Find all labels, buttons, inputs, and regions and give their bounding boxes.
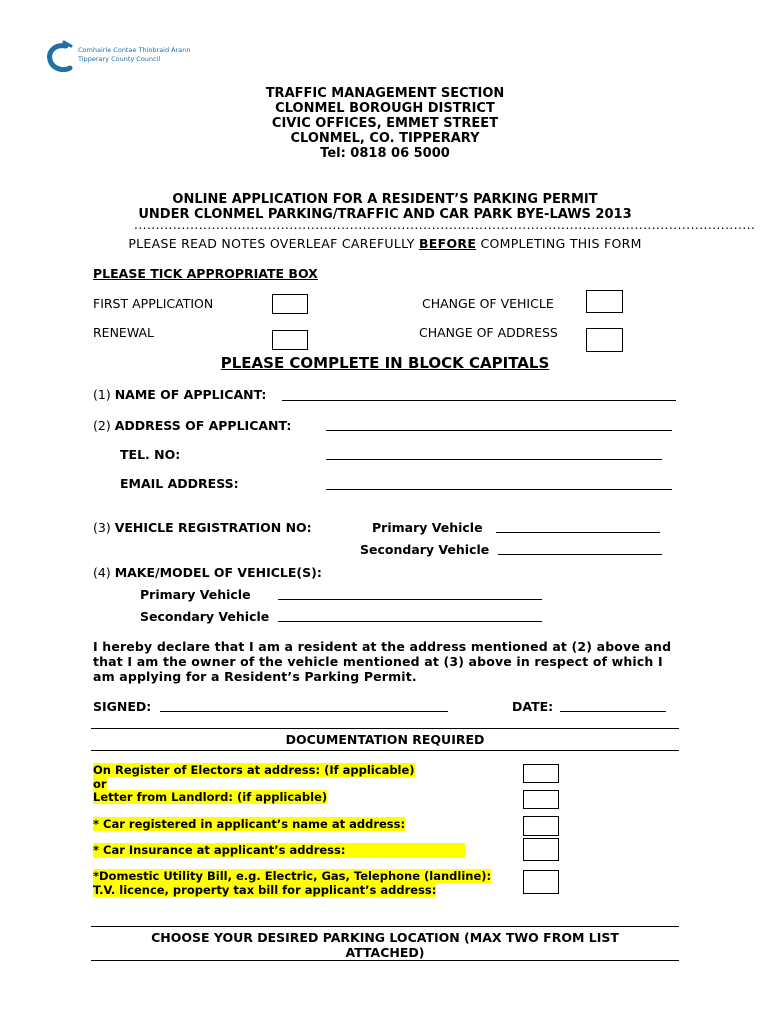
council-logo	[44, 40, 194, 74]
office-header	[0, 86, 770, 161]
reg-secondary-input[interactable]	[498, 554, 662, 555]
parking-line-2: ATTACHED)	[345, 945, 425, 960]
header-line-2: CLONMEL BOROUGH DISTRICT	[275, 101, 495, 116]
tick-heading: PLEASE TICK APPROPRIATE BOX	[93, 266, 318, 281]
header-line-1: TRAFFIC MANAGEMENT SECTION	[265, 86, 505, 101]
register-line-1: On Register of Electors at address: (If applicable)	[93, 763, 415, 777]
car-insurance-label: * Car Insurance at applicant’s address:	[93, 843, 346, 857]
signed-label: SIGNED:	[93, 699, 152, 714]
email-input[interactable]	[326, 489, 672, 490]
utility-line-2: T.V. licence, property tax bill for applicant’s address:	[93, 882, 437, 897]
first-application-checkbox[interactable]	[272, 294, 308, 314]
reg-primary-label: Primary Vehicle	[372, 520, 483, 535]
make-secondary-label: Secondary Vehicle	[140, 609, 270, 624]
field-2-text: ADDRESS OF APPLICANT:	[114, 418, 292, 433]
parking-top-rule	[91, 926, 679, 927]
documentation-heading: DOCUMENTATION REQUIRED	[285, 732, 485, 747]
field-1-text: NAME OF APPLICANT:	[114, 387, 267, 402]
header-line-4: CLONMEL, CO. TIPPERARY	[290, 131, 480, 146]
renewal-checkbox[interactable]	[272, 330, 308, 350]
make-primary-label: Primary Vehicle	[140, 587, 251, 602]
documentation-top-rule	[91, 728, 679, 729]
logo-line-1: Comhairle Contae Thiobraid Árann	[78, 46, 191, 54]
signature-input[interactable]	[160, 711, 448, 712]
utility-bill-checkbox[interactable]	[523, 870, 559, 894]
notes-pre: PLEASE READ NOTES OVERLEAF CAREFULLY	[128, 236, 419, 251]
register-line-2: or	[93, 776, 107, 791]
date-label: DATE:	[512, 699, 554, 714]
council-swirl-logo-icon	[44, 40, 76, 74]
header-phone: Tel: 0818 06 5000	[320, 146, 450, 161]
landlord-letter-checkbox[interactable]	[523, 790, 559, 809]
parking-line-1: CHOOSE YOUR DESIRED PARKING LOCATION (MAX TWO FROM LIST	[151, 930, 619, 945]
car-insurance-text	[93, 843, 465, 858]
utility-line-1: *Domestic Utility Bill, e.g. Electric, Gas, Telephone (landline):	[93, 869, 492, 883]
logo-line-2: Tipperary County Council	[78, 55, 161, 63]
title-dotted-rule: ................................................................................................................................................	[134, 218, 756, 232]
change-vehicle-label: CHANGE OF VEHICLE	[422, 296, 554, 311]
documentation-bottom-rule	[91, 750, 679, 751]
notes-before: BEFORE	[418, 236, 477, 251]
vehicle-registration-label	[93, 520, 312, 535]
date-input[interactable]	[560, 711, 666, 712]
title-line-2: UNDER CLONMEL PARKING/TRAFFIC AND CAR PARK BYE-LAWS 2013	[138, 207, 632, 222]
declaration-line-1: I hereby declare that I am a resident at the address mentioned at (2) above and	[93, 639, 672, 654]
change-address-label: CHANGE OF ADDRESS	[419, 325, 558, 340]
register-electors-text	[93, 764, 415, 805]
reg-primary-input[interactable]	[496, 532, 660, 533]
applicant-address-label	[93, 418, 291, 433]
field-4-text: MAKE/MODEL OF VEHICLE(S):	[114, 565, 322, 580]
declaration-line-3: am applying for a Resident’s Parking Permit.	[93, 669, 417, 684]
notes-post: COMPLETING THIS FORM	[476, 236, 642, 251]
register-electors-checkbox[interactable]	[523, 764, 559, 783]
reg-secondary-label: Secondary Vehicle	[360, 542, 490, 557]
car-insurance-checkbox[interactable]	[523, 838, 559, 861]
field-4-number: (4)	[93, 565, 115, 580]
car-registered-text	[93, 817, 405, 831]
email-label: EMAIL ADDRESS:	[120, 476, 239, 491]
utility-bill-text	[93, 870, 491, 897]
make-primary-input[interactable]	[278, 599, 542, 600]
register-line-3: Letter from Landlord: (if applicable)	[93, 790, 328, 804]
field-3-number: (3)	[93, 520, 115, 535]
block-capitals-heading: PLEASE COMPLETE IN BLOCK CAPITALS	[220, 354, 550, 372]
first-application-label: FIRST APPLICATION	[93, 296, 214, 311]
car-registered-label: * Car registered in applicant’s name at address:	[93, 817, 406, 831]
field-2-number: (2)	[93, 418, 115, 433]
tel-input[interactable]	[326, 459, 662, 460]
field-3-text: VEHICLE REGISTRATION NO:	[114, 520, 312, 535]
parking-location-heading	[0, 930, 770, 960]
header-line-3: CIVIC OFFICES, EMMET STREET	[271, 116, 499, 131]
applicant-name-label	[93, 387, 266, 402]
declaration-text	[93, 639, 671, 684]
title-line-1: ONLINE APPLICATION FOR A RESIDENT’S PARKING PERMIT	[172, 192, 598, 207]
notes-instruction	[0, 236, 770, 251]
renewal-label: RENEWAL	[93, 325, 155, 340]
applicant-name-input[interactable]	[282, 400, 676, 401]
declaration-line-2: that I am the owner of the vehicle mentioned at (3) above in respect of which I	[93, 654, 663, 669]
make-model-label	[93, 565, 322, 580]
parking-bottom-rule	[91, 960, 679, 961]
change-address-checkbox[interactable]	[586, 328, 623, 352]
applicant-address-input[interactable]	[326, 430, 672, 431]
make-secondary-input[interactable]	[278, 621, 542, 622]
change-vehicle-checkbox[interactable]	[586, 290, 623, 313]
car-registered-checkbox[interactable]	[523, 816, 559, 836]
field-1-number: (1)	[93, 387, 115, 402]
tel-label: TEL. NO:	[120, 447, 181, 462]
